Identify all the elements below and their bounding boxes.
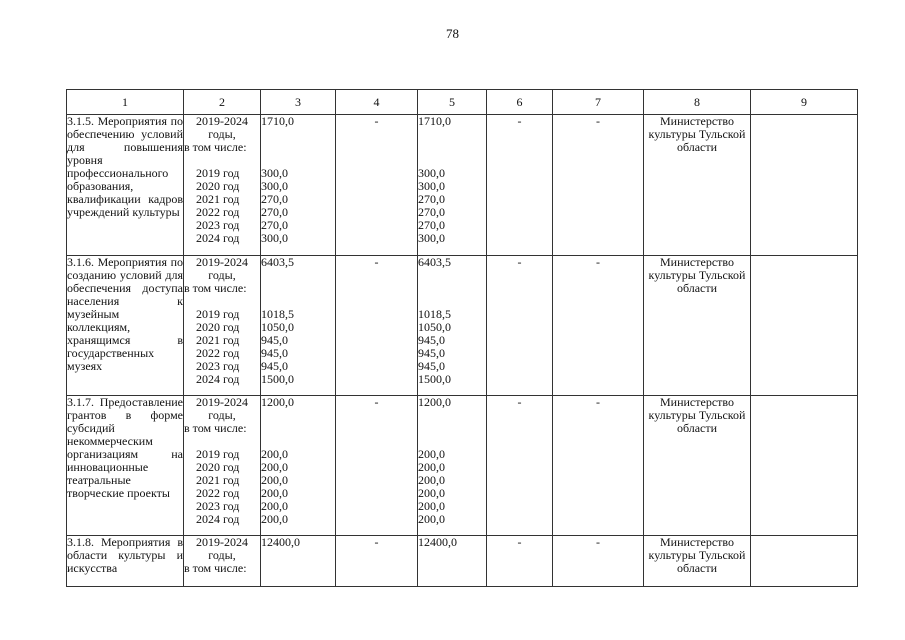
yearly-value: 270,0 <box>261 192 288 206</box>
yearly-value: 945,0 <box>261 359 288 373</box>
yearly-value: 270,0 <box>418 218 445 232</box>
years-list <box>184 167 260 245</box>
activity-name-cell <box>67 536 184 587</box>
total-value: 6403,5 <box>261 255 294 269</box>
year-label: 2021 год <box>196 473 240 487</box>
yearly-value: 200,0 <box>418 486 445 500</box>
period-including: в том числе: <box>184 140 247 154</box>
years-list <box>184 448 260 526</box>
col9-cell <box>751 115 858 256</box>
col5-total: 6403,5 <box>418 255 451 269</box>
col6-cell <box>487 536 553 587</box>
col6-value: - <box>517 114 522 128</box>
yearly-values <box>261 308 335 386</box>
yearly-value: 270,0 <box>261 205 288 219</box>
header-cell: 4 <box>336 90 418 115</box>
table-row <box>67 396 858 536</box>
header-cell: 7 <box>553 90 644 115</box>
activity-name: 3.1.6. Мероприятия по созданию условий для обеспечения доступа населения к музейным коллекциям, хранящимся в государственных музеях <box>67 255 183 373</box>
period-including: в том числе: <box>184 561 247 575</box>
period-range: 2019-2024 годы, <box>196 535 248 562</box>
period-cell <box>184 536 261 587</box>
col5-total: 1710,0 <box>418 114 451 128</box>
yearly-value: 200,0 <box>418 447 445 461</box>
col6-value: - <box>517 255 522 269</box>
yearly-value: 945,0 <box>261 346 288 360</box>
col7-cell <box>553 536 644 587</box>
col9-cell <box>751 396 858 536</box>
col6-cell <box>487 396 553 536</box>
col9-cell <box>751 256 858 396</box>
yearly-value: 300,0 <box>418 231 445 245</box>
yearly-value: 300,0 <box>261 166 288 180</box>
period-cell <box>184 115 261 256</box>
period-cell <box>184 256 261 396</box>
col7-value: - <box>596 255 600 269</box>
year-label: 2024 год <box>196 512 240 526</box>
responsible-org-cell <box>644 256 751 396</box>
header-cell: 6 <box>487 90 553 115</box>
yearly-value: 200,0 <box>261 499 288 513</box>
yearly-value: 200,0 <box>261 473 288 487</box>
col7-value: - <box>596 535 600 549</box>
year-label: 2023 год <box>196 218 240 232</box>
year-label: 2023 год <box>196 359 240 373</box>
responsible-org: Министерство культуры Тульской области <box>648 535 746 575</box>
yearly-value: 300,0 <box>418 179 445 193</box>
total-cell <box>261 256 336 396</box>
yearly-value: 200,0 <box>418 473 445 487</box>
period-range: 2019-2024 годы, <box>196 395 248 422</box>
yearly-value: 1500,0 <box>261 372 294 386</box>
yearly-value: 945,0 <box>261 333 288 347</box>
col5-total: 12400,0 <box>418 535 457 549</box>
total-cell <box>261 396 336 536</box>
col5-cell <box>418 396 487 536</box>
period-range: 2019-2024 годы, <box>196 114 248 141</box>
year-label: 2021 год <box>196 333 240 347</box>
activity-name-cell <box>67 256 184 396</box>
col5-cell <box>418 256 487 396</box>
col4-value: - <box>374 255 379 269</box>
year-label: 2022 год <box>196 346 240 360</box>
col7-value: - <box>596 114 600 128</box>
yearly-value: 300,0 <box>418 166 445 180</box>
year-label: 2023 год <box>196 499 240 513</box>
col6-value: - <box>517 395 522 409</box>
year-label: 2024 год <box>196 231 240 245</box>
header-cell: 3 <box>261 90 336 115</box>
total-cell <box>261 115 336 256</box>
page-number: 78 <box>446 26 459 41</box>
col7-value: - <box>596 395 600 409</box>
header-row <box>67 90 858 115</box>
yearly-values <box>418 308 486 386</box>
activity-name: 3.1.8. Мероприятия в области культуры и искусства <box>67 535 183 575</box>
yearly-value: 270,0 <box>418 192 445 206</box>
year-label: 2020 год <box>196 460 240 474</box>
col4-value: - <box>374 395 379 409</box>
yearly-value: 945,0 <box>418 333 445 347</box>
year-label: 2022 год <box>196 205 240 219</box>
period-including: в том числе: <box>184 421 247 435</box>
yearly-value: 300,0 <box>261 179 288 193</box>
yearly-values <box>418 167 486 245</box>
col4-cell <box>336 256 418 396</box>
table-row <box>67 115 858 256</box>
year-label: 2024 год <box>196 372 240 386</box>
yearly-value: 1050,0 <box>418 320 451 334</box>
years-list <box>184 308 260 386</box>
responsible-org: Министерство культуры Тульской области <box>648 114 746 154</box>
year-label: 2022 год <box>196 486 240 500</box>
header-cell: 9 <box>751 90 858 115</box>
yearly-value: 200,0 <box>261 512 288 526</box>
header-cell: 8 <box>644 90 751 115</box>
activity-name: 3.1.7. Предоставление грантов в форме субсидий некоммерческим организациям на инновационные театральные творческие проекты <box>67 395 183 500</box>
total-value: 12400,0 <box>261 535 300 549</box>
yearly-value: 200,0 <box>261 486 288 500</box>
col4-cell <box>336 396 418 536</box>
col7-cell <box>553 396 644 536</box>
year-label: 2019 год <box>196 166 240 180</box>
col6-cell <box>487 115 553 256</box>
col4-cell <box>336 115 418 256</box>
col4-cell <box>336 536 418 587</box>
responsible-org: Министерство культуры Тульской области <box>648 395 746 435</box>
col7-cell <box>553 115 644 256</box>
responsible-org-cell <box>644 115 751 256</box>
col9-cell <box>751 536 858 587</box>
activity-name: 3.1.5. Мероприятия по обеспечению условий для повышения уровня профессионального образования, квалификации кадров учреждений культуры <box>67 114 183 219</box>
table-row <box>67 256 858 396</box>
col5-total: 1200,0 <box>418 395 451 409</box>
yearly-values <box>418 448 486 526</box>
period-including: в том числе: <box>184 281 247 295</box>
col6-cell <box>487 256 553 396</box>
yearly-value: 200,0 <box>418 512 445 526</box>
responsible-org-cell <box>644 396 751 536</box>
responsible-org-cell <box>644 536 751 587</box>
col4-value: - <box>374 535 379 549</box>
year-label: 2020 год <box>196 179 240 193</box>
yearly-value: 200,0 <box>418 499 445 513</box>
period-range: 2019-2024 годы, <box>196 255 248 282</box>
yearly-value: 200,0 <box>418 460 445 474</box>
yearly-value: 270,0 <box>261 218 288 232</box>
year-label: 2019 год <box>196 307 240 321</box>
yearly-value: 200,0 <box>261 460 288 474</box>
responsible-org: Министерство культуры Тульской области <box>648 255 746 295</box>
col6-value: - <box>517 535 522 549</box>
header-cell: 2 <box>184 90 261 115</box>
yearly-value: 300,0 <box>261 231 288 245</box>
total-cell <box>261 536 336 587</box>
yearly-values <box>261 448 335 526</box>
yearly-value: 945,0 <box>418 346 445 360</box>
yearly-value: 200,0 <box>261 447 288 461</box>
program-table <box>66 89 858 587</box>
col4-value: - <box>374 114 379 128</box>
yearly-value: 1050,0 <box>261 320 294 334</box>
yearly-value: 1018,5 <box>418 307 451 321</box>
header-cell: 5 <box>418 90 487 115</box>
year-label: 2019 год <box>196 447 240 461</box>
col5-cell <box>418 115 487 256</box>
year-label: 2021 год <box>196 192 240 206</box>
total-value: 1200,0 <box>261 395 294 409</box>
col7-cell <box>553 256 644 396</box>
activity-name-cell <box>67 115 184 256</box>
activity-name-cell <box>67 396 184 536</box>
yearly-value: 1018,5 <box>261 307 294 321</box>
yearly-value: 1500,0 <box>418 372 451 386</box>
col5-cell <box>418 536 487 587</box>
table-row <box>67 536 858 587</box>
period-cell <box>184 396 261 536</box>
year-label: 2020 год <box>196 320 240 334</box>
header-cell: 1 <box>67 90 184 115</box>
yearly-values <box>261 167 335 245</box>
total-value: 1710,0 <box>261 114 294 128</box>
yearly-value: 945,0 <box>418 359 445 373</box>
yearly-value: 270,0 <box>418 205 445 219</box>
